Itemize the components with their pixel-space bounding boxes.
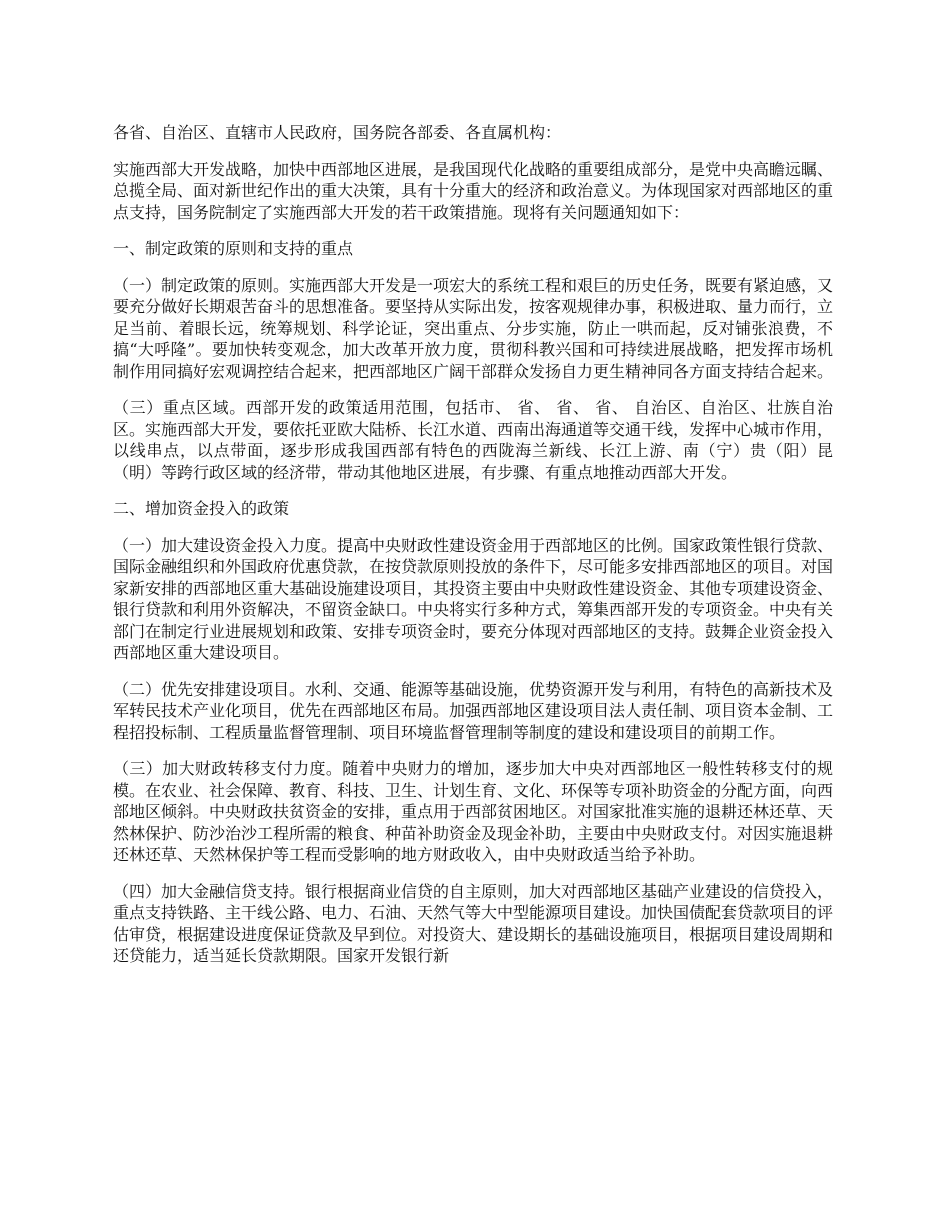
section-heading-1: 一、制定政策的原则和支持的重点 — [113, 239, 354, 258]
paragraph-financial-credit: （四）加大金融信贷支持。银行根据商业信贷的自主原则，加大对西部地区基础产业建设的信贷投入，重点支持铁路、主干线公路、电力、石油、天然气等大中型能源项目建设。加快国债配套贷款项目的评估审贷，根据建设进度保证贷款及早到位。对投资大、建设期长的基础设施项目，根据项目建设周期和还贷能力，适当延长贷款期限。国家开发银行新 — [113, 881, 834, 965]
document-body — [113, 122, 833, 982]
intro-paragraph: 实施西部大开发战略，加快中西部地区进展，是我国现代化战略的重要组成部分，是党中央高瞻远瞩、总揽全局、面对新世纪作出的重大决策，具有十分重大的经济和政治意义。为体现国家对西部地区的重点支持，国务院制定了实施西部大开发的若干政策措施。现将有关问题通知如下： — [113, 159, 834, 222]
salutation: 各省、自治区、直辖市人民政府，国务院各部委、各直属机构： — [113, 123, 562, 142]
paragraph-principles: （一）制定政策的原则。实施西部大开发是一项宏大的系统工程和艰巨的历史任务，既要有紧迫感，又要充分做好长期艰苦奋斗的思想准备。要坚持从实际出发，按客观规律办事，积极进取、量力而行，立足当前、着眼长远，统筹规划、科学论证，突出重点、分步实施，防止一哄而起，反对铺张浪费，不搞“大呼隆”。要加快转变观念，加大改革开放力度，贯彻科教兴国和可持续进展战略，把发挥市场机制作用同搞好宏观调控结合起来，把西部地区广阔干部群众发扬自力更生精神同各方面支持结合起来。 — [113, 275, 834, 381]
paragraph-construction-funds: （一）加大建设资金投入力度。提高中央财政性建设资金用于西部地区的比例。国家政策性银行贷款、国际金融组织和外国政府优惠贷款，在按贷款原则投放的条件下，尽可能多安排西部地区的项目。对国家新安排的西部地区重大基础设施建设项目，其投资主要由中央财政性建设资金、其他专项建设资金、银行贷款和利用外资解决，不留资金缺口。中央将实行多种方式，筹集西部开发的专项资金。中央有关部门在制定行业进展规划和政策、安排专项资金时，要充分体现对西部地区的支持。鼓舞企业资金投入西部地区重大建设项目。 — [113, 535, 834, 662]
paragraph-priority-projects: （二）优先安排建设项目。水利、交通、能源等基础设施，优势资源开发与利用，有特色的高新技术及军转民技术产业化项目，优先在西部地区布局。加强西部地区建设项目法人责任制、项目资本金制、工程招投标制、工程质量监督管理制、项目环境监督管理制等制度的建设和建设项目的前期工作。 — [113, 679, 834, 742]
paragraph-key-regions: （三）重点区域。西部开发的政策适用范围，包括市、 省、 省、 省、 自治区、自治区、壮族自治区。实施西部大开发，要依托亚欧大陆桥、长江水道、西南出海通道等交通干线，发挥中心城市作用，以线串点，以点带面，逐步形成我国西部有特色的西陇海兰新线、长江上游、南（宁）贵（阳）昆（明）等跨行政区域的经济带，带动其他地区进展，有步骤、有重点地推动西部大开发。 — [113, 398, 834, 482]
paragraph-transfer-payments: （三）加大财政转移支付力度。随着中央财力的增加，逐步加大中央对西部地区一般性转移支付的规模。在农业、社会保障、教育、科技、卫生、计划生育、文化、环保等专项补助资金的分配方面，向西部地区倾斜。中央财政扶贫资金的安排，重点用于西部贫困地区。对国家批准实施的退耕还林还草、天然林保护、防沙治沙工程所需的粮食、种苗补助资金及现金补助，主要由中央财政支付。对因实施退耕还林还草、天然林保护等工程而受影响的地方财政收入，由中央财政适当给予补助。 — [113, 759, 834, 864]
section-heading-2: 二、增加资金投入的政策 — [113, 499, 290, 518]
